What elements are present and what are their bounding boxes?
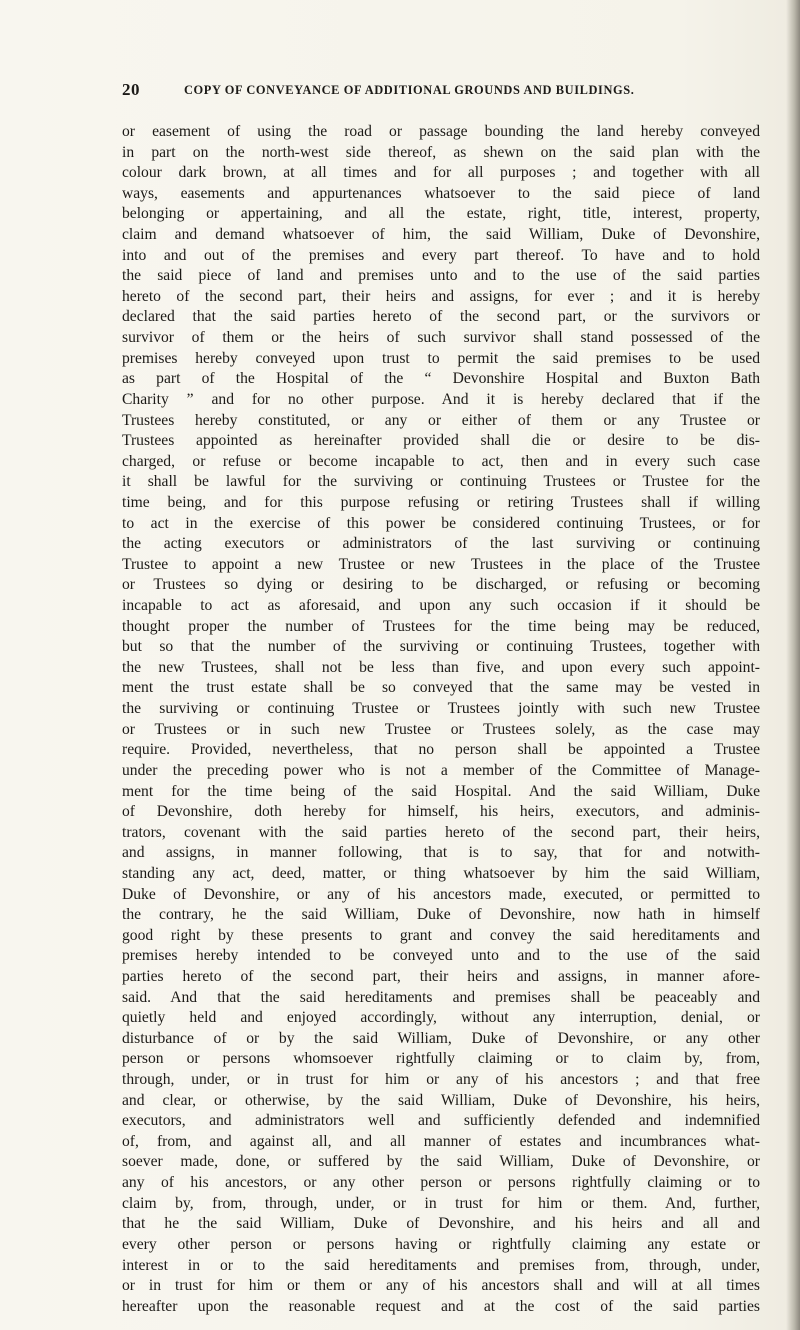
text-line: but so that the number of the surviving or continuing Trustees, together with	[122, 638, 760, 656]
text-line: and clear, or otherwise, by the said William, Duke of Devonshire, his heirs,	[122, 1091, 760, 1109]
text-line: and assigns, in manner following, that is to say, that for and notwith-	[122, 844, 760, 862]
text-line: of Devonshire, doth hereby for himself, his heirs, executors, and adminis-	[122, 803, 760, 821]
text-line: person or persons whomsoever rightfully claiming or to claim by, from,	[122, 1050, 760, 1068]
text-line: hereafter upon the reasonable request and at the cost of the said parties	[122, 1297, 760, 1315]
text-line: trators, covenant with the said parties hereto of the second part, their heirs,	[122, 823, 760, 841]
text-line: Charity ” and for no other purpose. And it is hereby declared that if the	[122, 390, 760, 408]
page-edge-shadow	[786, 0, 800, 1330]
text-line: premises hereby intended to be conveyed unto and to the use of the said	[122, 947, 760, 965]
page-number: 20	[122, 80, 140, 99]
text-line: claim and demand whatsoever of him, the said William, Duke of Devonshire,	[122, 226, 760, 244]
text-line: as part of the Hospital of the “ Devonshire Hospital and Buxton Bath	[122, 370, 760, 388]
text-line: claim by, from, through, under, or in trust for him or them. And, further,	[122, 1194, 760, 1212]
text-line: charged, or refuse or become incapable to act, then and in every such case	[122, 452, 760, 470]
text-line: parties hereto of the second part, their heirs and assigns, in manner afore-	[122, 967, 760, 985]
text-line: every other person or persons having or rightfully claiming any estate or	[122, 1235, 760, 1253]
text-line: any of his ancestors, or any other person or persons rightfully claiming or to	[122, 1174, 760, 1192]
text-line: in part on the north-west side thereof, as shewn on the said plan with the	[122, 143, 760, 161]
text-line: thought proper the number of Trustees for the time being may be reduced,	[122, 617, 760, 635]
text-line: Trustee to appoint a new Trustee or new Trustees in the place of the Trustee	[122, 555, 760, 573]
text-line: disturbance of or by the said William, Duke of Devonshire, or any other	[122, 1029, 760, 1047]
text-line: hereto of the second part, their heirs and assigns, for ever ; and it is hereby	[122, 287, 760, 305]
page-header	[122, 80, 762, 102]
text-line: the acting executors or administrators of the last surviving or continuing	[122, 535, 760, 553]
text-line: of, from, and against all, and all manner of estates and incumbrances what-	[122, 1132, 760, 1150]
text-line: the contrary, he the said William, Duke of Devonshire, now hath in himself	[122, 906, 760, 924]
text-line: the surviving or continuing Trustee or Trustees jointly with such new Trustee	[122, 700, 760, 718]
text-line: require. Provided, nevertheless, that no person shall be appointed a Trustee	[122, 741, 760, 759]
text-line: or easement of using the road or passage bounding the land hereby conveyed	[122, 123, 760, 140]
text-line: standing any act, deed, matter, or thing whatsoever by him the said William,	[122, 864, 760, 882]
text-line: premises hereby conveyed upon trust to permit the said premises to be used	[122, 349, 760, 367]
text-line: colour dark brown, at all times and for all purposes ; and together with all	[122, 164, 760, 182]
text-line: through, under, or in trust for him or any of his ancestors ; and that free	[122, 1071, 760, 1089]
text-line: executors, and administrators well and sufficiently defended and indemnified	[122, 1112, 760, 1130]
text-line: the said piece of land and premises unto and to the use of the said parties	[122, 267, 760, 285]
text-line: Trustees hereby constituted, or any or either of them or any Trustee or	[122, 411, 760, 429]
text-line: said. And that the said hereditaments and premises shall be peaceably and	[122, 988, 760, 1006]
text-line: ways, easements and appurtenances whatsoever to the said piece of land	[122, 184, 760, 202]
text-line: into and out of the premises and every part thereof. To have and to hold	[122, 246, 760, 264]
text-line: good right by these presents to grant and convey the said hereditaments and	[122, 926, 760, 944]
text-line: that he the said William, Duke of Devonshire, and his heirs and all and	[122, 1215, 760, 1233]
text-line: the new Trustees, shall not be less than five, and upon every such appoint-	[122, 658, 760, 676]
text-line: to act in the exercise of this power be considered continuing Trustees, or for	[122, 514, 760, 532]
running-head: COPY OF CONVEYANCE OF ADDITIONAL GROUNDS AND BUILDINGS.	[184, 83, 635, 97]
text-line: soever made, done, or suffered by the said William, Duke of Devonshire, or	[122, 1153, 760, 1171]
text-line: survivor of them or the heirs of such survivor shall stand possessed of the	[122, 329, 760, 347]
text-line: interest in or to the said hereditaments and premises from, through, under,	[122, 1256, 760, 1274]
body-text	[122, 122, 760, 1315]
text-line: or in trust for him or them or any of his ancestors shall and will at all times	[122, 1277, 760, 1295]
text-line: Duke of Devonshire, or any of his ancestors made, executed, or permitted to	[122, 885, 760, 903]
text-line: declared that the said parties hereto of the second part, or the survivors or	[122, 308, 760, 326]
text-line: under the preceding power who is not a member of the Committee of Manage-	[122, 761, 760, 779]
text-line: incapable to act as aforesaid, and upon any such occasion if it should be	[122, 597, 760, 615]
text-line: ment the trust estate shall be so conveyed that the same may be vested in	[122, 679, 760, 697]
text-line: Trustees appointed as hereinafter provided shall die or desire to be dis-	[122, 432, 760, 450]
text-line: quietly held and enjoyed accordingly, without any interruption, denial, or	[122, 1009, 760, 1027]
text-line: time being, and for this purpose refusing or retiring Trustees shall if willing	[122, 493, 760, 511]
text-line: or Trustees or in such new Trustee or Trustees solely, as the case may	[122, 720, 760, 738]
text-line: belonging or appertaining, and all the estate, right, title, interest, property,	[122, 205, 760, 223]
text-line: ment for the time being of the said Hospital. And the said William, Duke	[122, 782, 760, 800]
text-line: it shall be lawful for the surviving or continuing Trustees or Trustee for the	[122, 473, 760, 491]
text-line: or Trustees so dying or desiring to be discharged, or refusing or becoming	[122, 576, 760, 594]
